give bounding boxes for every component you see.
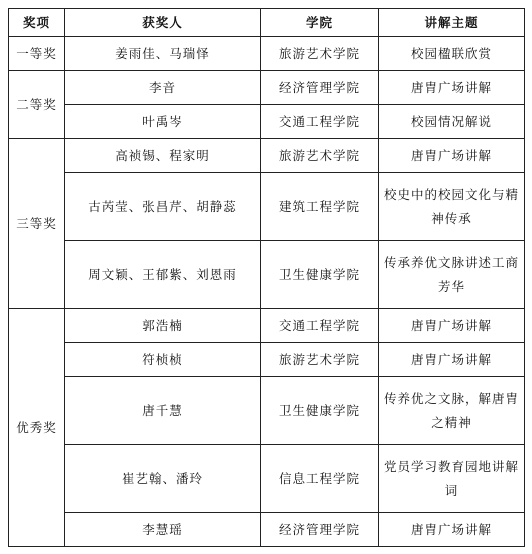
- winners-cell: 叶禹岑: [65, 105, 261, 139]
- winners-cell: 唐千慧: [65, 377, 261, 445]
- award-cell-excellence: 优秀奖: [9, 309, 65, 547]
- topic-cell: 传养优之文脉，解唐胄之精神: [379, 377, 525, 445]
- college-cell: 信息工程学院: [261, 445, 379, 513]
- topic-cell: 校园楹联欣赏: [379, 37, 525, 71]
- table-row: [9, 377, 525, 445]
- college-cell: 经济管理学院: [261, 71, 379, 105]
- topic-cell: 传承养优文脉讲述工商芳华: [379, 241, 525, 309]
- header-topic: 讲解主题: [379, 9, 525, 37]
- college-cell: 旅游艺术学院: [261, 343, 379, 377]
- table-row: [9, 513, 525, 547]
- topic-cell: 校史中的校园文化与精神传承: [379, 173, 525, 241]
- college-cell: 卫生健康学院: [261, 241, 379, 309]
- college-cell: 经济管理学院: [261, 513, 379, 547]
- table-row: [9, 71, 525, 105]
- header-award: 奖项: [9, 9, 65, 37]
- award-table: [8, 8, 525, 547]
- topic-cell: 唐胄广场讲解: [379, 343, 525, 377]
- table-row: [9, 309, 525, 343]
- award-cell-first: 一等奖: [9, 37, 65, 71]
- header-college: 学院: [261, 9, 379, 37]
- winners-cell: 符桢桢: [65, 343, 261, 377]
- winners-cell: 崔艺翰、潘玲: [65, 445, 261, 513]
- header-winners: 获奖人: [65, 9, 261, 37]
- winners-cell: 周文颖、王郁紫、刘恩雨: [65, 241, 261, 309]
- table-row: [9, 343, 525, 377]
- topic-cell: 唐胄广场讲解: [379, 309, 525, 343]
- college-cell: 建筑工程学院: [261, 173, 379, 241]
- college-cell: 卫生健康学院: [261, 377, 379, 445]
- table-row: [9, 173, 525, 241]
- topic-cell: 唐胄广场讲解: [379, 71, 525, 105]
- winners-cell: 李音: [65, 71, 261, 105]
- college-cell: 旅游艺术学院: [261, 37, 379, 71]
- college-cell: 交通工程学院: [261, 309, 379, 343]
- college-cell: 交通工程学院: [261, 105, 379, 139]
- table-row: [9, 445, 525, 513]
- topic-cell: 唐胄广场讲解: [379, 139, 525, 173]
- header-row: [9, 9, 525, 37]
- college-cell: 旅游艺术学院: [261, 139, 379, 173]
- winners-cell: 李慧瑶: [65, 513, 261, 547]
- award-cell-third: 三等奖: [9, 139, 65, 309]
- table-row: [9, 139, 525, 173]
- award-cell-second: 二等奖: [9, 71, 65, 139]
- topic-cell: 党员学习教育园地讲解词: [379, 445, 525, 513]
- table-row: [9, 105, 525, 139]
- topic-cell: 唐胄广场讲解: [379, 513, 525, 547]
- winners-cell: 郭浩楠: [65, 309, 261, 343]
- winners-cell: 高祯锡、程家明: [65, 139, 261, 173]
- winners-cell: 姜雨佳、马瑞怿: [65, 37, 261, 71]
- table-row: [9, 37, 525, 71]
- table-row: [9, 241, 525, 309]
- topic-cell: 校园情况解说: [379, 105, 525, 139]
- winners-cell: 古芮莹、张昌芹、胡静蕊: [65, 173, 261, 241]
